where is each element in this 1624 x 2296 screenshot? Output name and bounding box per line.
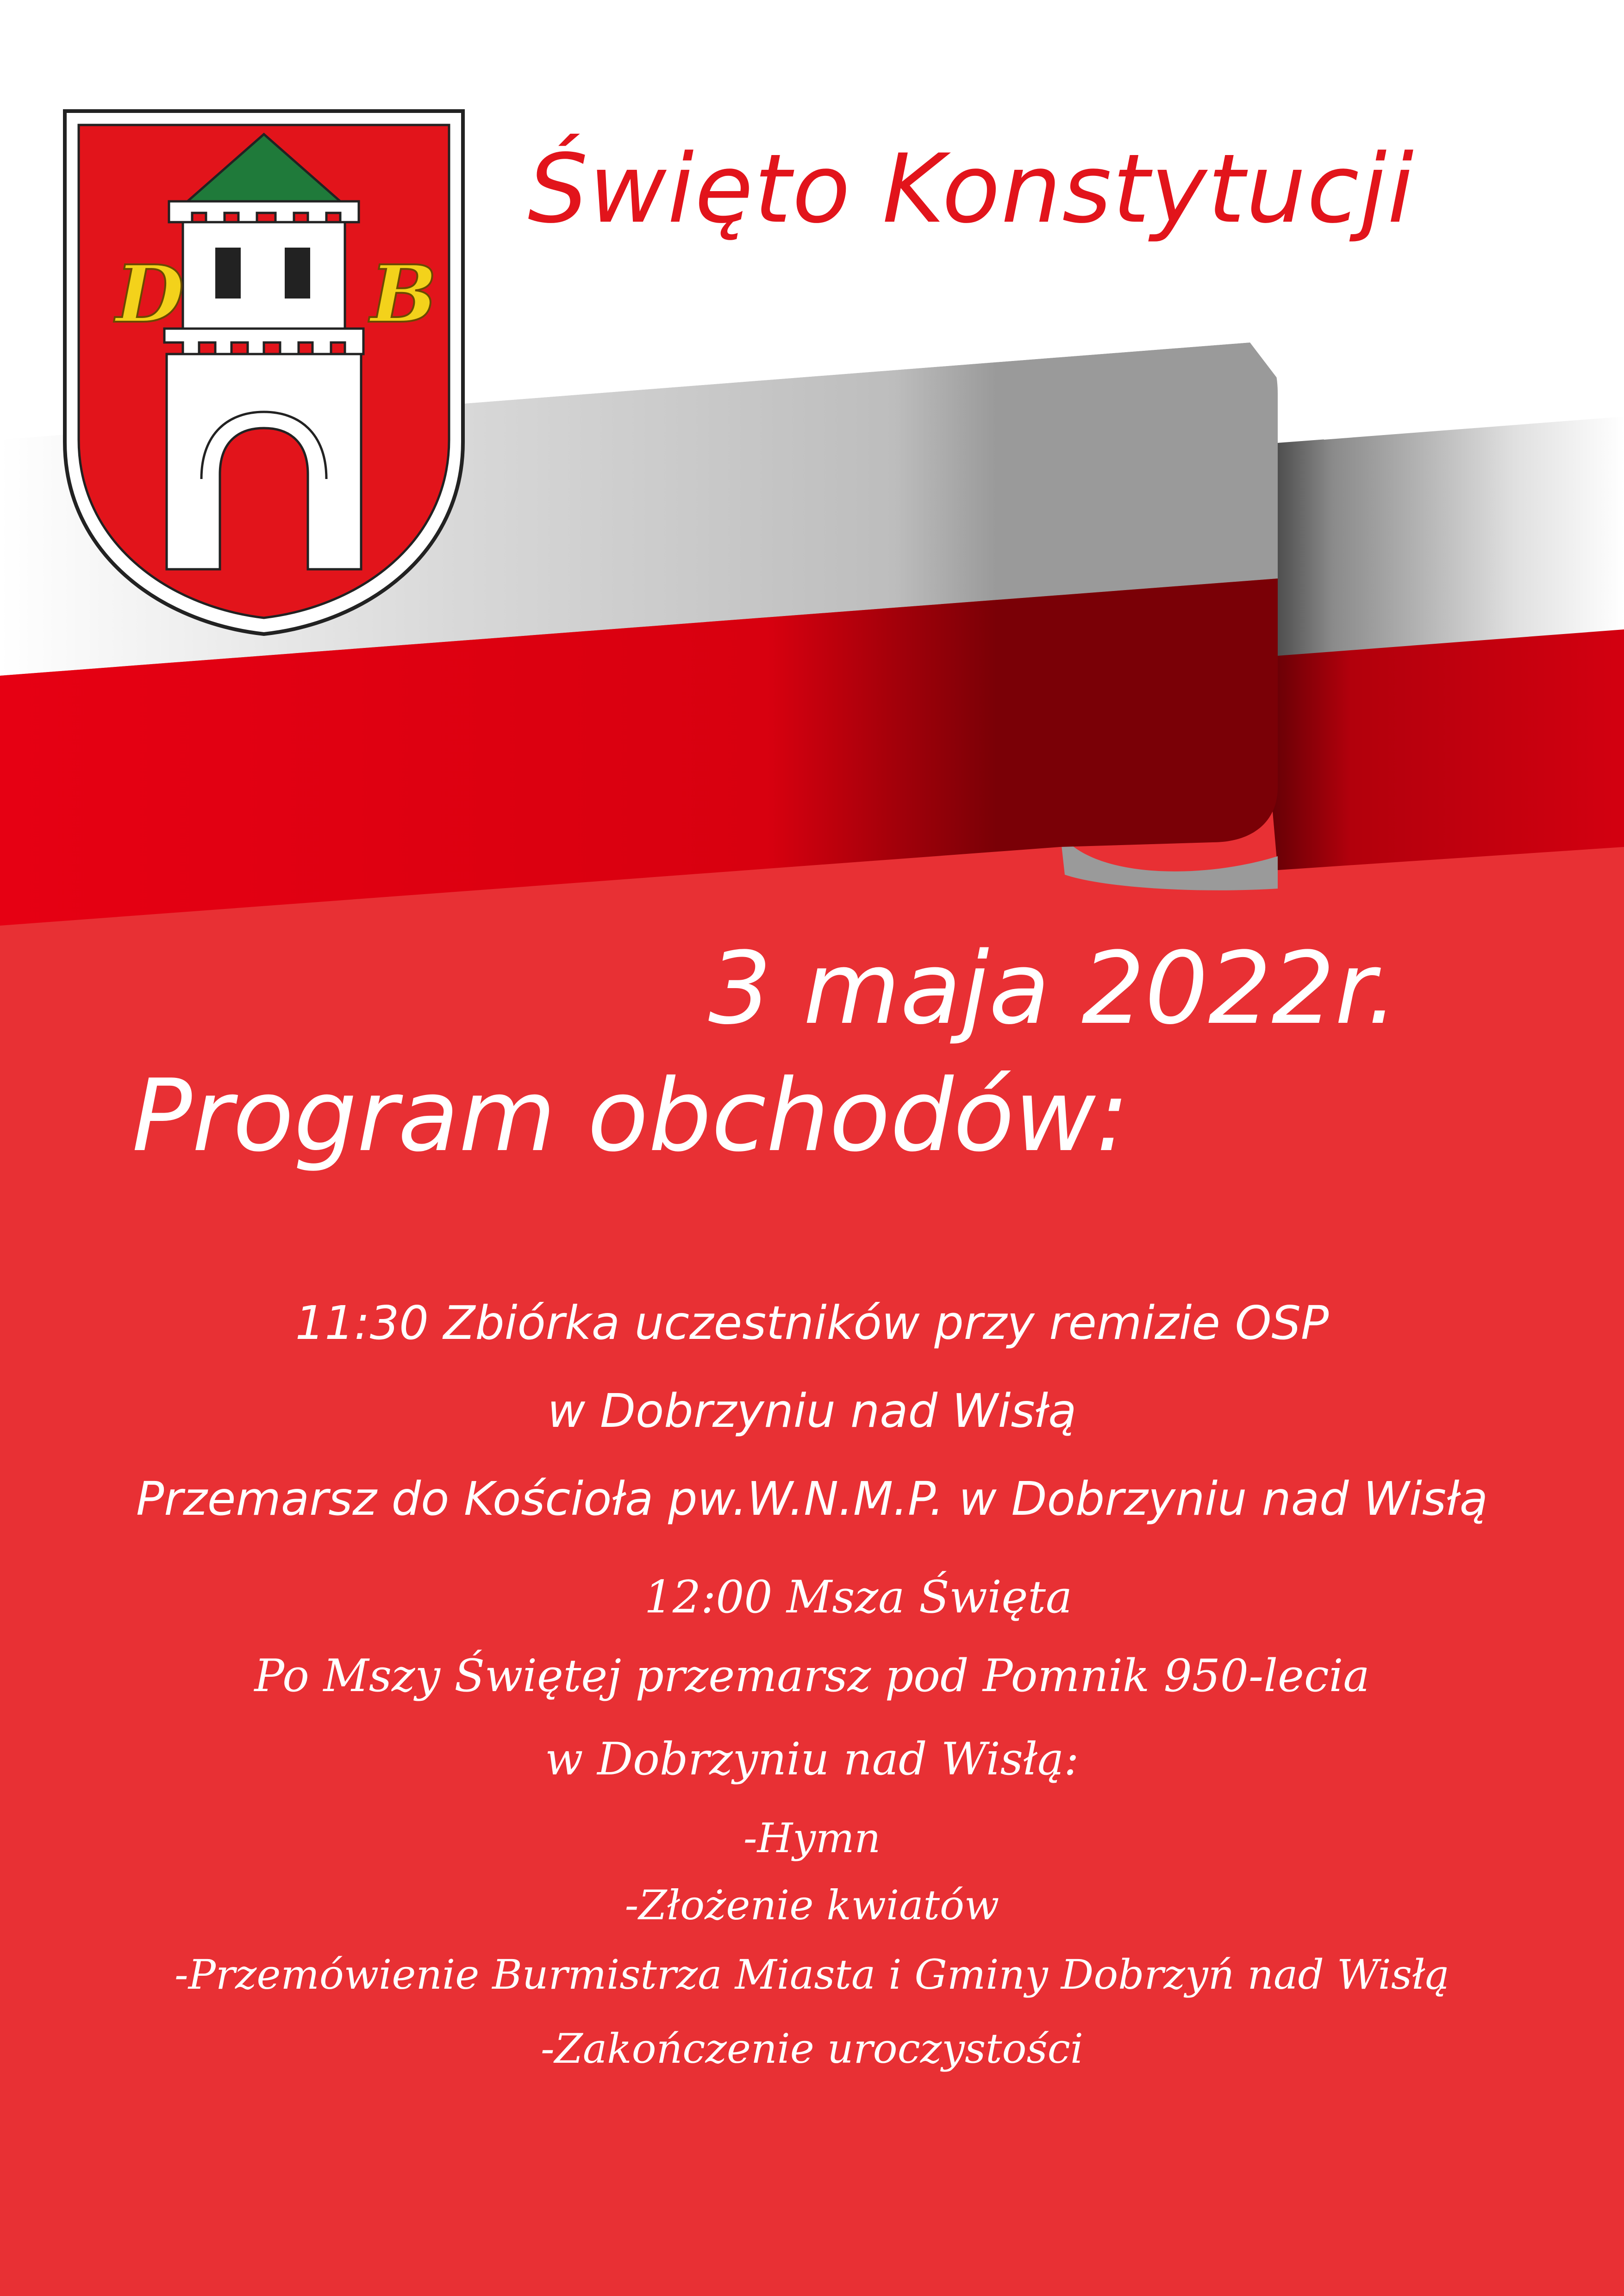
coat-letter-d: D	[116, 248, 184, 341]
program-line: -Hymn	[743, 1814, 881, 1862]
program-heading: Program obchodów:	[132, 1058, 1130, 1174]
program-line: Po Mszy Świętej przemarsz pod Pomnik 950-lecia	[254, 1650, 1370, 1702]
program-line: 12:00 Msza Święta	[644, 1571, 1073, 1623]
program-line: 11:30 Zbiórka uczestników przy remizie OSP	[295, 1296, 1329, 1350]
event-date: 3 maja 2022r.	[708, 930, 1399, 1046]
program-line: w Dobrzyniu nad Wisłą:	[545, 1733, 1079, 1785]
program-list	[0, 1296, 1624, 2094]
program-line: -Złożenie kwiatów	[625, 1881, 999, 1929]
coat-letter-b: B	[370, 248, 437, 341]
program-line: -Przemówienie Burmistrza Miasta i Gminy Dobrzyń nad Wisłą	[174, 1951, 1450, 1998]
program-line: -Zakończenie uroczystości	[540, 2025, 1084, 2072]
coat-of-arms-logo	[62, 109, 465, 636]
program-line: w Dobrzyniu nad Wisłą	[547, 1384, 1077, 1438]
program-line: Przemarsz do Kościoła pw.W.N.M.P. w Dobrzyniu nad Wisłą	[136, 1472, 1488, 1526]
page-title: Święto Konstytucji	[528, 134, 1415, 244]
